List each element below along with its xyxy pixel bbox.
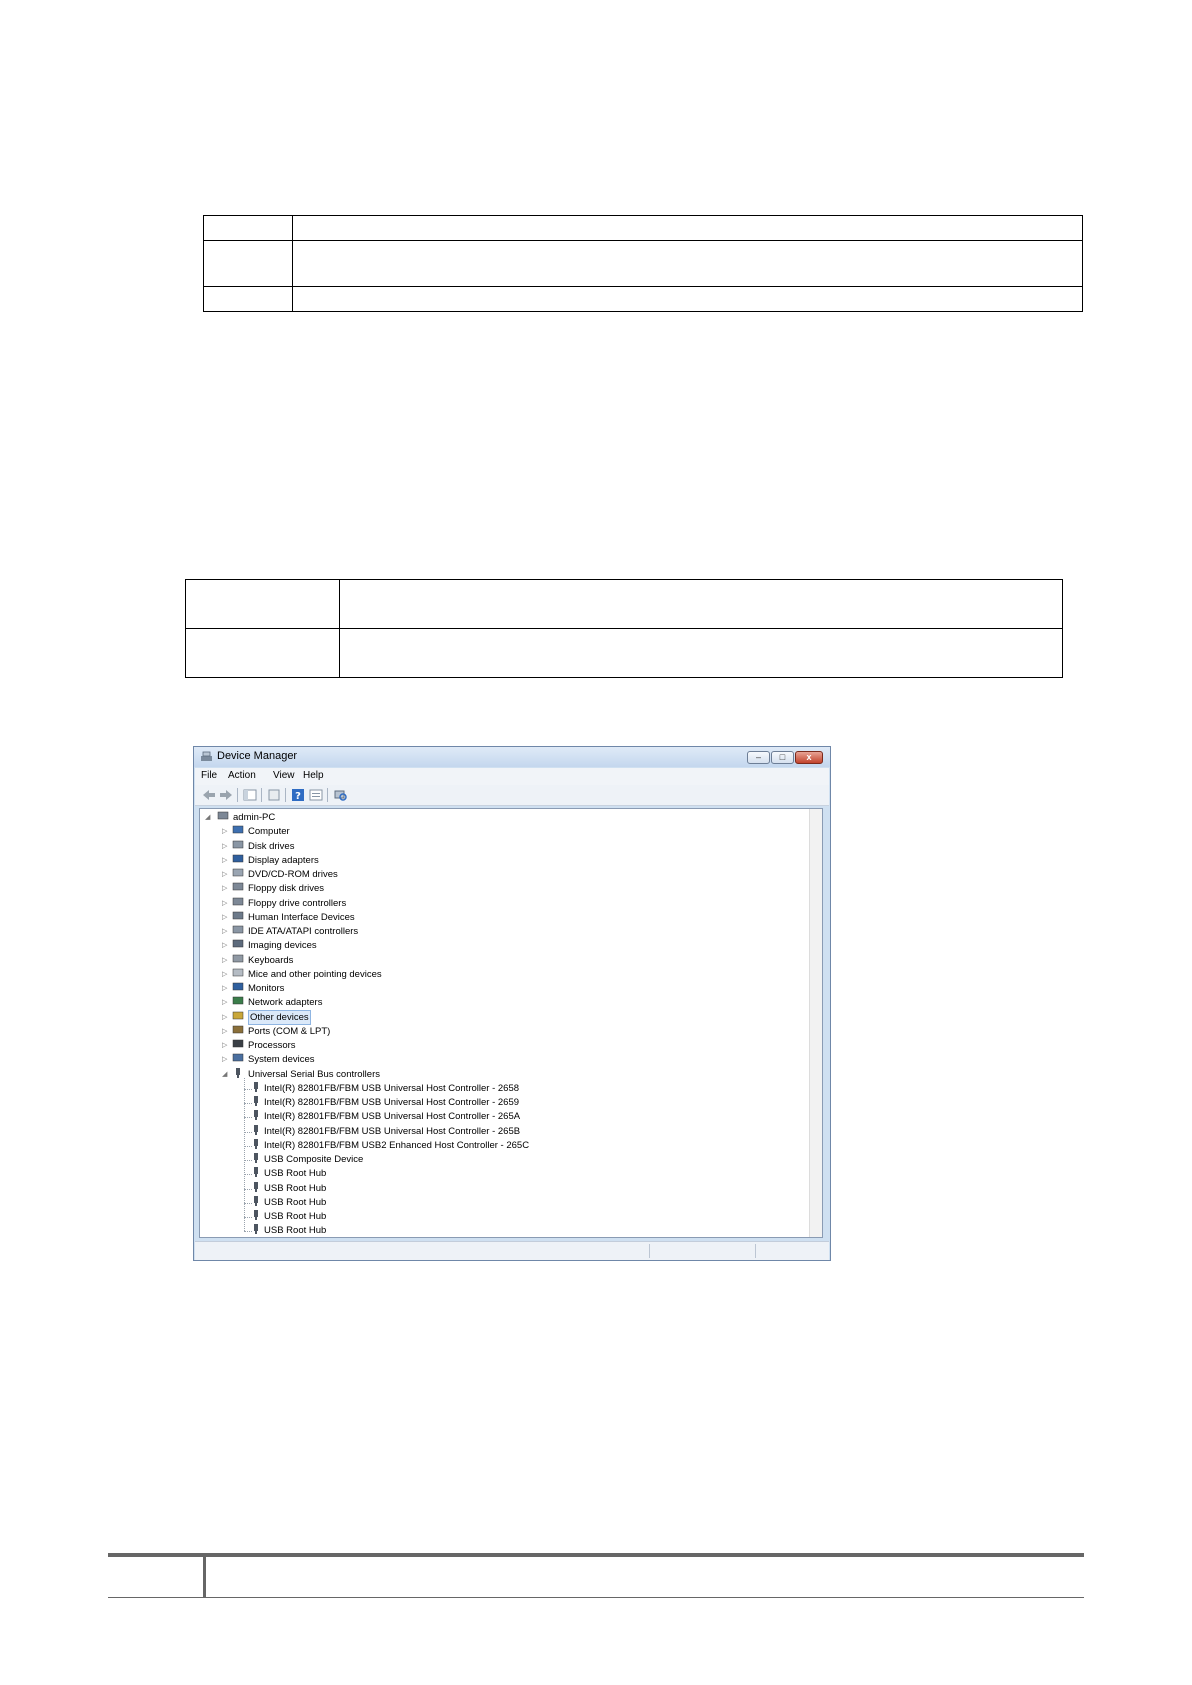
ide-icon — [232, 925, 244, 935]
expand-arrow-icon[interactable]: ▷ — [222, 856, 228, 864]
tree-usb-device[interactable] — [200, 1224, 800, 1238]
tree-category-label: Floppy disk drives — [248, 883, 325, 895]
tree-category[interactable] — [200, 840, 800, 854]
device-manager-window — [193, 746, 831, 1261]
tree-category[interactable] — [200, 1011, 800, 1025]
floppy-controller-icon — [232, 897, 244, 907]
device-manager-icon — [200, 751, 213, 762]
device-tree — [199, 808, 823, 1238]
tree-usb-device[interactable] — [200, 1082, 800, 1096]
tree-category[interactable] — [200, 1039, 800, 1053]
middle-table — [185, 579, 1063, 678]
expand-arrow-icon[interactable]: ▷ — [222, 842, 228, 850]
tree-usb-device[interactable] — [200, 1196, 800, 1210]
svg-text:?: ? — [295, 791, 301, 802]
tree-category[interactable] — [200, 911, 800, 925]
collapse-arrow-icon[interactable]: ◢ — [222, 1070, 228, 1078]
top-table-cell — [204, 241, 293, 287]
tree-root-label: admin-PC — [233, 812, 276, 823]
top-table-cell — [204, 287, 293, 312]
footer-divider — [203, 1553, 206, 1598]
expand-arrow-icon[interactable]: ▷ — [222, 970, 228, 978]
view-icon[interactable] — [308, 788, 324, 802]
tree-connector — [244, 1078, 245, 1232]
tree-usb-device-label: Intel(R) 82801FB/FBM USB Universal Host Controller - 2658 — [264, 1082, 520, 1094]
expand-arrow-icon[interactable]: ▷ — [222, 1013, 228, 1021]
status-separator — [755, 1244, 756, 1258]
close-icon: x — [806, 752, 812, 762]
top-table-cell — [204, 216, 293, 241]
middle-table-cell — [340, 580, 1063, 629]
top-table-cell — [293, 241, 1083, 287]
expand-arrow-icon[interactable]: ▷ — [222, 985, 228, 992]
properties-icon[interactable] — [266, 788, 282, 802]
tree-usb-device-label: USB Root Hub — [264, 1168, 327, 1180]
toolbar-separator — [285, 788, 286, 802]
tree-category[interactable] — [200, 939, 800, 953]
tree-category[interactable] — [200, 954, 800, 968]
tree-usb-device-label: USB Root Hub — [264, 1225, 327, 1237]
show-hide-tree-icon[interactable] — [242, 788, 258, 802]
menu-file[interactable]: File — [201, 770, 218, 781]
tree-category-label: Other devices — [250, 1011, 309, 1023]
other-devices-icon — [232, 1011, 244, 1021]
imaging-icon — [232, 939, 244, 949]
usb-child-icon — [250, 1082, 262, 1092]
tree-root[interactable] — [200, 811, 800, 825]
window-title: Device Manager — [217, 750, 298, 762]
disk-icon — [232, 840, 244, 850]
expand-arrow-icon[interactable]: ▷ — [222, 1027, 228, 1035]
tree-category[interactable] — [200, 996, 800, 1010]
computer-icon — [232, 825, 244, 835]
tree-category[interactable] — [200, 1053, 800, 1067]
toolbar-separator — [327, 788, 328, 802]
hid-icon — [232, 911, 244, 921]
tree-category-label: Display adapters — [248, 854, 319, 866]
tree-category[interactable] — [200, 897, 800, 911]
back-arrow-icon[interactable] — [201, 788, 217, 802]
tree-usb-device[interactable] — [200, 1125, 800, 1139]
toolbar-separator — [237, 788, 238, 802]
tree-usb-device[interactable] — [200, 1167, 800, 1181]
collapse-arrow-icon[interactable]: ◢ — [205, 814, 211, 821]
tree-usb-device-label: Intel(R) 82801FB/FBM USB2 Enhanced Host Controller - 265C — [264, 1139, 530, 1151]
tree-category-label: Floppy drive controllers — [248, 897, 347, 909]
tree-usb-device[interactable] — [200, 1182, 800, 1196]
toolbar-separator — [261, 788, 262, 802]
port-icon — [232, 1025, 244, 1035]
tree-usb-device[interactable] — [200, 1096, 800, 1110]
tree-usb-device[interactable] — [200, 1110, 800, 1124]
footer-top-rule — [108, 1553, 1084, 1557]
menu-action[interactable]: Action — [228, 770, 256, 781]
tree-category-label: Processors — [248, 1040, 296, 1051]
tree-category[interactable] — [200, 868, 800, 882]
tree-category[interactable] — [200, 1025, 800, 1039]
usb-icon — [232, 1068, 244, 1078]
tree-category-label: Imaging devices — [248, 940, 317, 952]
tree-usb-device-label: USB Root Hub — [264, 1182, 327, 1194]
menu-help[interactable]: Help — [303, 770, 324, 781]
expand-arrow-icon[interactable]: ▷ — [222, 871, 228, 878]
tree-category[interactable] — [200, 982, 800, 996]
top-table-cell — [293, 216, 1083, 241]
usb-child-icon — [250, 1196, 262, 1206]
tree-usb-device-label: USB Root Hub — [264, 1211, 327, 1222]
usb-child-icon — [250, 1139, 262, 1149]
tree-usb-device-label: Intel(R) 82801FB/FBM USB Universal Host Controller - 265A — [264, 1111, 521, 1123]
usb-child-icon — [250, 1182, 262, 1192]
tree-category-label: Mice and other pointing devices — [248, 968, 382, 980]
tree-category[interactable] — [200, 968, 800, 982]
tree-category-label: IDE ATA/ATAPI controllers — [248, 926, 359, 937]
root-icon — [217, 811, 229, 821]
expand-arrow-icon[interactable]: ▷ — [222, 942, 228, 950]
forward-arrow-icon[interactable] — [218, 788, 234, 802]
usb-child-icon — [250, 1110, 262, 1120]
minimize-button[interactable] — [747, 751, 770, 764]
usb-child-icon — [250, 1224, 262, 1234]
middle-table-cell — [186, 629, 340, 678]
scan-hardware-icon[interactable] — [332, 788, 348, 802]
tree-usb-device-label: USB Composite Device — [264, 1154, 364, 1165]
maximize-button[interactable] — [771, 751, 794, 764]
usb-child-icon — [250, 1096, 262, 1106]
keyboard-icon — [232, 954, 244, 964]
tree-category[interactable] — [200, 882, 800, 896]
vertical-scrollbar[interactable] — [809, 809, 822, 1237]
tree-category-label: Computer — [248, 826, 290, 838]
middle-table-cell — [186, 580, 340, 629]
expand-arrow-icon[interactable]: ▷ — [222, 999, 228, 1007]
tree-category[interactable] — [200, 854, 800, 868]
tree-usb-device-label: Intel(R) 82801FB/FBM USB Universal Host Controller - 2659 — [264, 1097, 520, 1108]
tree-usb-device-label: USB Root Hub — [264, 1196, 327, 1208]
expand-arrow-icon[interactable]: ▷ — [222, 1056, 228, 1064]
tree-category[interactable] — [200, 925, 800, 939]
expand-arrow-icon[interactable]: ▷ — [222, 928, 228, 935]
expand-arrow-icon[interactable]: ▷ — [222, 828, 228, 836]
tree-category[interactable] — [200, 1068, 800, 1082]
tree-category-label: System devices — [248, 1054, 315, 1066]
menu-bar — [195, 768, 829, 785]
expand-arrow-icon[interactable]: ▷ — [222, 1042, 228, 1049]
top-table-cell — [293, 287, 1083, 312]
tree-category-label: Network adapters — [248, 997, 323, 1009]
tree-category-label: Ports (COM & LPT) — [248, 1025, 331, 1037]
expand-arrow-icon[interactable]: ▷ — [222, 899, 228, 907]
tree-usb-device-label: Intel(R) 82801FB/FBM USB Universal Host Controller - 265B — [264, 1125, 521, 1137]
top-table — [203, 215, 1083, 312]
system-icon — [232, 1053, 244, 1063]
middle-table-cell — [340, 629, 1063, 678]
usb-child-icon — [250, 1153, 262, 1163]
usb-child-icon — [250, 1167, 262, 1177]
usb-child-icon — [250, 1125, 262, 1135]
help-icon[interactable] — [290, 788, 306, 802]
expand-arrow-icon[interactable]: ▷ — [222, 913, 228, 921]
expand-arrow-icon[interactable]: ▷ — [222, 885, 228, 893]
dvd-icon — [232, 868, 244, 878]
usb-child-icon — [250, 1210, 262, 1220]
menu-view[interactable]: View — [273, 770, 295, 781]
title-bar — [194, 747, 830, 767]
tree-usb-device[interactable] — [200, 1210, 800, 1224]
tree-usb-device[interactable] — [200, 1153, 800, 1167]
close-button[interactable] — [795, 751, 823, 764]
tree-category-label: Keyboards — [248, 954, 294, 966]
expand-arrow-icon[interactable]: ▷ — [222, 956, 228, 964]
tree-category-label: Human Interface Devices — [248, 911, 355, 923]
tree-usb-device[interactable] — [200, 1139, 800, 1153]
minimize-icon: – — [755, 752, 761, 762]
tree-category-label: Monitors — [248, 983, 285, 994]
monitor-icon — [232, 982, 244, 992]
processor-icon — [232, 1039, 244, 1049]
maximize-icon: □ — [779, 752, 786, 762]
toolbar — [195, 785, 829, 806]
tree-category-label: Disk drives — [248, 840, 295, 852]
network-icon — [232, 996, 244, 1006]
status-separator — [649, 1244, 650, 1258]
tree-category-label: Universal Serial Bus controllers — [248, 1068, 380, 1080]
tree-category[interactable] — [200, 825, 800, 839]
floppy-icon — [232, 882, 244, 892]
status-bar — [195, 1241, 829, 1260]
display-icon — [232, 854, 244, 864]
footer-bottom-rule — [108, 1597, 1084, 1598]
tree-category-label: DVD/CD-ROM drives — [248, 869, 338, 880]
mouse-icon — [232, 968, 244, 978]
